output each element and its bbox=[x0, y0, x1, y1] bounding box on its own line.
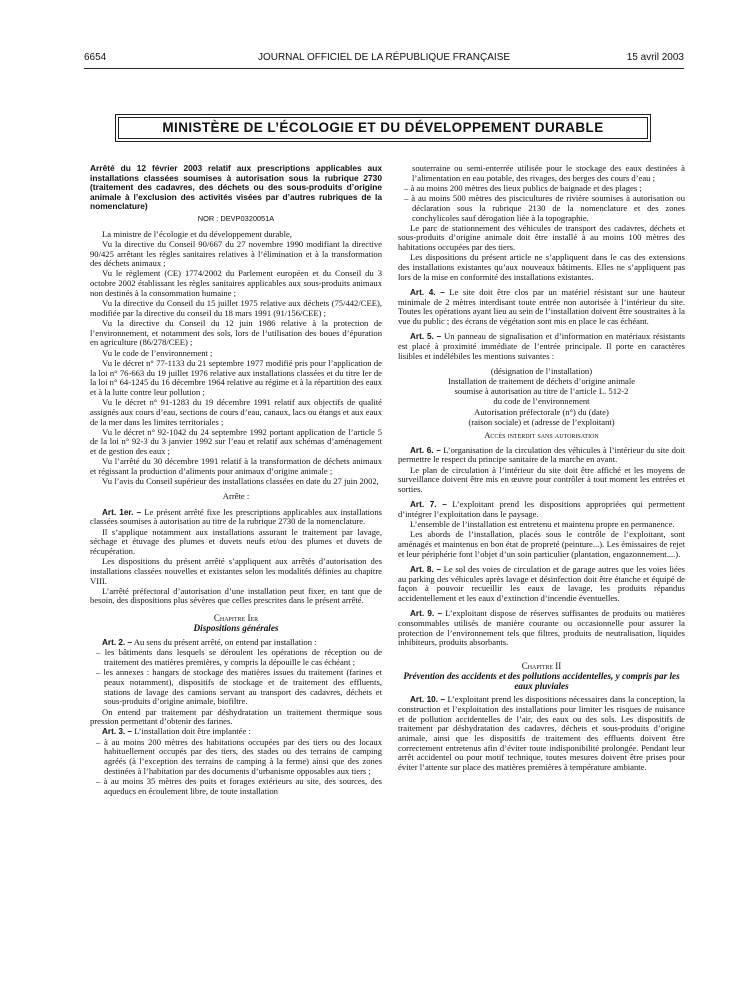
article-label: Art. 4. – bbox=[410, 287, 445, 297]
decree-title: Arrêté du 12 février 2003 relatif aux prescriptions applicables aux installations classées soumises à autorisation sous la rubrique 2730 (traitement des cadavres, des déchets ou des sous-produits d’origine animale à l’exclusion des activités visées par d’autres rubriques de la nomenclature) bbox=[90, 163, 382, 212]
nor-reference: NOR : DEVP0320051A bbox=[197, 213, 275, 223]
paragraph: Le plan de circulation à l’intérieur du site doit être affiché et les moyens de surveillance doivent être mis en œuvre pour contrôler à tout moment les entrées et sorties. bbox=[398, 464, 685, 495]
header-divider bbox=[84, 68, 684, 69]
article-label: Art. 5. – bbox=[410, 332, 442, 342]
sign-line: (désignation de l’installation) bbox=[490, 365, 593, 376]
paragraph: Vu le règlement (CE) 1774/2002 du Parlement européen et du Conseil du 3 octobre 2002 établissant les règles sanitaires applicables aux sous-produits animaux non destinés à la consommation humaine ; bbox=[90, 268, 382, 298]
article-label: Art. 7. – bbox=[410, 500, 447, 510]
chapter-title: Dispositions générales bbox=[193, 623, 279, 634]
list-item: – à au moins 200 mètres des lieux publics de baignade et des plages ; bbox=[404, 182, 642, 193]
list-item: – à au moins 500 mètres des piscicultures de rivière soumises à autorisation ou déclaration sous la rubrique 2130 de la nomenclature et des zones conchylicoles sauf dérogation liée à la topographie. bbox=[404, 193, 685, 223]
sign-line: (raison sociale) et (adresse de l’exploitant) bbox=[468, 416, 615, 427]
arrete-heading: Arrête : bbox=[222, 491, 250, 502]
article-label: Art. 3. – bbox=[102, 727, 133, 737]
journal-title: JOURNAL OFFICIEL DE LA RÉPUBLIQUE FRANÇAISE bbox=[257, 52, 511, 63]
paragraph: Vu le décret n° 77-1133 du 21 septembre 1977 modifié pris pour l’application de la loi n° 76-663 du 19 juillet 1976 relative aux installations classées et du titre Ier de la loi n° 64-1245 du 16 décembre 1964 relative au régime et à la répartition des eaux et à la lutte contre leur pollution ; bbox=[90, 357, 382, 397]
issue-date: 15 avril 2003 bbox=[626, 52, 684, 63]
paragraph: Vu le décret n° 91-1283 du 19 décembre 1991 relatif aux objectifs de qualité assignés aux cours d’eau, sections de cours d’eau, canaux, lacs ou étangs et aux eaux de la mer dans les limites territoriales ; bbox=[90, 397, 382, 427]
article-6: Art. 6. – L’organisation de la circulation des véhicules à l’intérieur du site doit permettre le respect du principe sanitaire de la marche en avant. bbox=[398, 444, 685, 465]
chapter-heading: Chapitre II bbox=[521, 660, 562, 671]
page-number: 6654 bbox=[84, 52, 107, 63]
article-label: Art. 6. – bbox=[410, 445, 441, 455]
article-label: Art. 2. – bbox=[102, 638, 133, 648]
list-continuation: souterraine ou semi-enterrée utilisée pour le stockage des eaux destinées à l’alimentation en eau potable, des rivages, des berges des cours d’eau ; bbox=[412, 163, 685, 183]
sign-line: Accès interdit sans autorisation bbox=[484, 429, 599, 440]
right-column bbox=[398, 164, 685, 773]
article-3: Art. 3. – L’installation doit être implantée : bbox=[102, 726, 251, 737]
list-item: – à au moins 200 mètres des habitations occupées par des tiers ou des locaux habituellement occupés par des tiers, des stades ou des terrains de camping agréés (à l’exception des terrains de camping à la ferme) ainsi que des zones destinées à l’habitation par des documents d’urbanisme opposables aux tiers ; bbox=[96, 736, 382, 776]
article-9: Art. 9. – L’exploitant dispose de réserves suffisantes de produits ou matières consommables utilisés de manière courante ou occasionnelle pour assurer la protection de l’environnement tels que filtres, produits de neutralisation, liquides inhibiteurs, produits absorbants. bbox=[398, 608, 685, 648]
chapter-title: Prévention des accidents et des pollutions accidentelles, y compris par les eaux pluviales bbox=[403, 670, 680, 691]
sign-line: Autorisation préfectorale (n°) du (date) bbox=[474, 406, 609, 417]
paragraph: La ministre de l’écologie et du développement durable, bbox=[102, 228, 292, 239]
list-item: – les annexes : hangars de stockage des matières issues du traitement (farines et peaux notamment), dispositifs de stockage et de traitement des effluents, stations de lavage des camions servant au transport des cadavres, déchets et sous-produits d’origine animale, biofiltre. bbox=[96, 667, 382, 707]
paragraph: Vu la directive du Conseil du 12 juin 1986 relative à la protection de l’environnement, et notamment des sols, lors de l’utilisation des boues d’épuration en agriculture (86/278/CEE) ; bbox=[90, 318, 382, 348]
sign-line: du code de l’environnement bbox=[493, 396, 590, 407]
list-item: – à au moins 35 mètres des puits et forages extérieurs au site, des sources, des aqueducs en écoulement libre, de toute installation bbox=[96, 775, 382, 796]
article-label: Art. 10. – bbox=[410, 695, 446, 705]
paragraph: Vu l’arrêté du 30 décembre 1991 relatif à la transformation de déchets animaux et régissant la production d’aliments pour animaux d’origine animale ; bbox=[90, 456, 382, 477]
article-label: Art. 8. – bbox=[410, 565, 441, 575]
article-7: Art. 7. – L’exploitant prend les dispositions appropriées qui permettent d’intégrer l’exploitation dans le paysage. bbox=[398, 499, 685, 519]
list-item: – les bâtiments dans lesquels se déroulent les opérations de réception ou de traitement des matières premières, y compris la dépouille le cas échéant ; bbox=[96, 647, 382, 667]
paragraph: Le parc de stationnement des véhicules de transport des cadavres, déchets et sous-produits d’origine animale doit être installé à au moins 100 mètres des habitations occupées par des tiers. bbox=[398, 222, 685, 253]
paragraph: Vu la directive du Conseil du 15 juillet 1975 relative aux déchets (75/442/CEE), modifiée par la directive du conseil du 18 mars 1991 (91/156/CEE) ; bbox=[90, 298, 382, 318]
article-label: Art. 9. – bbox=[410, 609, 443, 619]
article-2: Art. 2. – Au sens du présent arrêté, on entend par installation : bbox=[102, 637, 317, 648]
ministry-banner: MINISTÈRE DE L’ÉCOLOGIE ET DU DÉVELOPPEMENT DURABLE bbox=[118, 117, 648, 139]
sign-line: soumise à autorisation au titre de l’article L. 512-2 bbox=[454, 386, 629, 397]
paragraph: Vu le code de l’environnement ; bbox=[102, 347, 213, 358]
paragraph: Vu l’avis du Conseil supérieur des installations classées en date du 27 juin 2002, bbox=[102, 476, 379, 487]
paragraph: On entend par traitement par déshydratation un traitement thermique sous pression permettant d’obtenir des farines. bbox=[90, 706, 382, 727]
paragraph: Il s’applique notamment aux installations assurant le traitement par lavage, séchage et étuvage des plumes et duvets neufs et/ou des plumes et duvets de récupération. bbox=[90, 526, 382, 556]
chapter-heading: Chapitre Ier bbox=[213, 613, 259, 624]
article-1: Art. 1er. – Le présent arrêté fixe les prescriptions applicables aux installations classées soumises à autorisation au titre de la rubrique 2730 de la nomenclature. bbox=[90, 506, 382, 527]
paragraph: Vu le décret n° 92-1042 du 24 septembre 1992 portant application de l’article 5 de la loi n° 92-3 du 3 janvier 1992 sur l’eau et relatif aux schémas d’aménagement et de gestion des eaux ; bbox=[90, 426, 382, 457]
article-10: Art. 10. – L’exploitant prend les dispositions nécessaires dans la conception, la construction et l’exploitation des installations pour limiter les risques de nuisance et de pollution accidentelles de l’air, des eaux ou des sols. Les dispositifs de traitement par déshydratation des cadavres, déchets et sous-produits d’origine animale, ainsi que les dispositifs de traitement des effluents doivent être correctement entretenus afin d’éviter toute indisponibilité prolongée. Pendant leur arrêt accidentel ou pour motif technique, toutes mesures doivent être prises pour éviter l’attente sur place des matières premières à température ambiante. bbox=[398, 694, 685, 773]
paragraph: Les abords de l’installation, placés sous le contrôle de l’exploitant, sont aménagés et maintenus en bon état de propreté (peinture...). Les émissaires de rejet et leur périphérie font l’objet d’un soin particulier (plantation, engazonnement....). bbox=[398, 529, 685, 559]
paragraph: Les dispositions du présent article ne s’appliquent dans le cas des extensions des installations existantes qu’aux nouveaux bâtiments. Elles ne s’appliquent pas lors de la mise en conformité des installations existantes. bbox=[398, 252, 685, 282]
paragraph: L’ensemble de l’installation est entretenu et maintenu propre en permanence. bbox=[410, 519, 675, 530]
paragraph: Les dispositions du présent arrêté s’appliquent aux arrêtés d’autorisation des installations classées nouvelles et existantes selon les modalités définies au chapitre VIII. bbox=[90, 556, 382, 586]
article-8: Art. 8. – Le sol des voies de circulation et de garage autres que les voies liées au parking des véhicules après lavage et désinfection doit être étanche et équipé de façon à pouvoir recueillir les eaux de lavage, les produits répandus accidentellement et les eaux d’extinction d’incendie éventuelles. bbox=[398, 564, 685, 604]
article-label: Art. 1er. – bbox=[102, 507, 142, 517]
paragraph: L’arrêté préfectoral d’autorisation d’une installation peut fixer, en tant que de besoin, des dispositions plus sévères que celles prescrites dans le présent arrêté. bbox=[90, 585, 382, 606]
paragraph: Vu la directive du Conseil 90/667 du 27 novembre 1990 modifiant la directive 90/425 arrêtant les règles sanitaires relatives à l’élimination et à la transformation des déchets animaux ; bbox=[90, 238, 382, 269]
article-4: Art. 4. – Le site doit être clos par un matériel résistant sur une hauteur minimale de 2 mètres interdisant toute entrée non autorisée à l’intérieur du site. Toutes les opérations ayant lieu au sein de l’installation doivent être soustraites à la vue du public ; des écrans de végétation sont mis en place le cas échéant. bbox=[398, 286, 685, 327]
sign-line: Installation de traitement de déchets d’origine animale bbox=[447, 376, 636, 387]
article-5: Art. 5. – Un panneau de signalisation et d’information en matériaux résistants est placé à proximité immédiate de l’entrée principale. Il porte en caractères lisibles et indélébiles les mentions suivantes : bbox=[398, 331, 685, 361]
page-header bbox=[84, 52, 684, 68]
left-column bbox=[90, 164, 382, 797]
